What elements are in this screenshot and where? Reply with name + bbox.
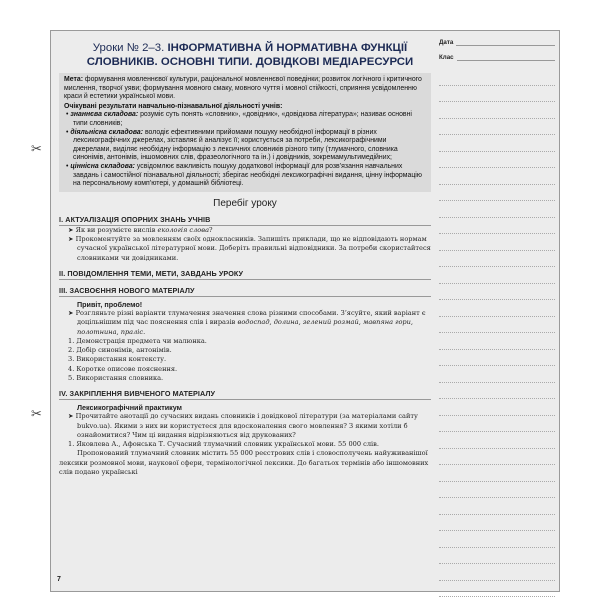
list-item: 4. Коротке описове пояснення. xyxy=(68,364,178,373)
note-line[interactable] xyxy=(439,284,555,301)
list-item: 1. Яковлева А., Афонська Т. Сучасний тлумачний словник української мови. 55 000 слів. xyxy=(68,440,379,449)
note-line[interactable] xyxy=(439,465,555,482)
note-line[interactable] xyxy=(439,102,555,119)
note-line[interactable] xyxy=(439,350,555,367)
task-item: ➤ Як ви розумієте вислів екологія слова? xyxy=(68,225,213,234)
note-line[interactable] xyxy=(439,564,555,581)
scissors-icon: ✂ xyxy=(31,141,42,156)
note-line[interactable] xyxy=(439,168,555,185)
workbook-page xyxy=(31,30,560,592)
note-line[interactable] xyxy=(439,86,555,103)
note-line[interactable] xyxy=(439,548,555,565)
section-heading: I. АКТУАЛІЗАЦІЯ ОПОРНИХ ЗНАНЬ УЧНІВ xyxy=(59,213,431,226)
note-line[interactable] xyxy=(439,119,555,136)
list-item: 3. Використання контексту. xyxy=(68,355,167,364)
scissors-icon: ✂ xyxy=(31,406,42,421)
section-heading: II. ПОВІДОМЛЕННЯ ТЕМИ, МЕТИ, ЗАВДАНЬ УРОКУ xyxy=(59,267,431,280)
results-title: Очікувані результати навчально-пізнавальної діяльності учнів: xyxy=(64,102,283,110)
note-line[interactable] xyxy=(439,300,555,317)
note-line[interactable] xyxy=(439,432,555,449)
lesson-content xyxy=(59,39,431,477)
note-line[interactable] xyxy=(439,399,555,416)
note-line[interactable] xyxy=(439,135,555,152)
result-item: • діяльнісна складова: володіє ефективними прийомами пошуку необхідної інформації в різних лексикографічних джерелах, зіставляє й аналізує її; користується за потреби, лексикографічними джерелами, виділяє необхідну інформацію з лексичних словників різного типу (тлумачного, словника синонімів, антонімів, іншомовних слів, фразеологічного та ін.) і довідників, зокремамультимедійних; xyxy=(66,128,398,162)
task-item: ➤ Прокоментуйте за мовленням своїх однокласників. Запишіть приклади, що не відповідають нормам сучасної української літературної мови. Доберіть правильні відповідники. За потреби скористайтеся словниками чи довідниками. xyxy=(68,235,431,262)
list-item: 5. Використання словника. xyxy=(68,373,164,382)
section-heading: IV. ЗАКРІПЛЕННЯ ВИВЧЕНОГО МАТЕРІАЛУ xyxy=(59,387,431,400)
result-item: • ціннісна складова: усвідомлює важливість пошуку додаткової інформації для розв’язання навчальних завдань і самостійної пізнавальної діяльності; зберігає необхідні лексикографічні видання, цінну інформацію на персональному комп’ютері, у домашній бібліотеці. xyxy=(66,162,422,188)
note-line[interactable] xyxy=(439,234,555,251)
note-line[interactable] xyxy=(439,498,555,515)
subheading: Привіт, проблемо! xyxy=(77,299,143,309)
note-line[interactable] xyxy=(439,515,555,532)
note-line[interactable] xyxy=(439,152,555,169)
note-line[interactable] xyxy=(439,581,555,598)
result-item: • знаннєва складова: розуміє суть понять «словник», «довідник», «довідкова література»; називає основні типи словників; xyxy=(66,111,412,127)
lesson-title: Уроки № 2–3. ІНФОРМАТИВНА Й НОРМАТИВНА ФУНКЦІЇ СЛОВНИКІВ. ОСНОВНІ ТИПИ. ДОВІДКОВІ МЕДІАРЕСУРСИ xyxy=(86,42,414,68)
list-item: 2. Добір синонімів, антонімів. xyxy=(68,346,172,355)
task-item: ➤ Розгляньте різні варіанти тлумачення значення слова різними способами. З’ясуйте, який варіант є доцільнішим під час пояснення слів і виразів водоспад, долина, зелений розмай, мавпяна гори, полотнина, праліс. xyxy=(68,308,426,336)
note-line[interactable] xyxy=(439,267,555,284)
note-line[interactable] xyxy=(439,531,555,548)
goals-box: Мета: формування мовленнєвої культури, раціональної мовленнєвої поведінки; розвиток логічного і критичного мислення, творчої уяви; формування мовного смаку, мовного чуття і мовної стійкості, сприяння усвідомленню краси й естетики української мови. Очікувані результати навчально-пізнавальної діяльності учнів: • знаннєва складова: розуміє суть понять «словник», «довідник», «довідкова література»; називає основні типи словників; • діяльнісна складова: володіє ефективними прийомами пошуку необхідної інформації в різних лексикографічних джерелах, зіставляє й аналізує її; користується за потреби, лексикографічними джерелами, виділяє необхідну інформацію з лексичних словників різного типу (тлумачного, словника синонімів, антонімів, іншомовних слів, фразеологічного та ін.) і довідників, зокремамультимедійних; • ціннісна складова: усвідомлює важливість пошуку додаткової інформації для розв’язання навчальних завдань і самостійної пізнавальної діяльності; зберігає необхідні лексикографічні видання, цінну інформацію на персональному комп’ютері, у домашній бібліотеці. xyxy=(59,73,431,192)
note-line[interactable] xyxy=(439,201,555,218)
note-line[interactable] xyxy=(439,317,555,334)
subheading: Лексикографічний практикум xyxy=(77,403,182,413)
note-line[interactable] xyxy=(439,185,555,202)
note-line[interactable] xyxy=(439,218,555,235)
date-field[interactable]: Дата xyxy=(439,39,555,46)
page-number: 7 xyxy=(57,576,61,583)
note-line[interactable] xyxy=(439,333,555,350)
note-line[interactable] xyxy=(439,251,555,268)
note-line[interactable] xyxy=(439,383,555,400)
note-line[interactable] xyxy=(439,482,555,499)
class-field[interactable]: Клас xyxy=(439,54,555,61)
note-line[interactable] xyxy=(439,69,555,86)
list-item: 1. Демонстрація предмета чи малюнка. xyxy=(68,336,207,345)
note-line[interactable] xyxy=(439,416,555,433)
course-title: Перебіг уроку xyxy=(213,197,277,209)
paragraph: Пропонований тлумачний словник містить 55 000 реєстрових слів і словосполучень найуживанішої лексики розмовної мови, наукової сфери, термінологічної лексики. До багатьох термінів або іншомовних слів подано українські xyxy=(59,449,429,477)
note-lines xyxy=(439,69,555,597)
section-heading: III. ЗАСВОЄННЯ НОВОГО МАТЕРІАЛУ xyxy=(59,284,431,297)
note-line[interactable] xyxy=(439,366,555,383)
task-item: ➤ Прочитайте анотації до сучасних видань словників і довідкової літератури (за матеріалами сайту bukvo.ua). Якими з них ви користуєтеся для вдосконалення свого мовлення? З якими хотіли б ознайомитися? Чим ці видання відрізняються від друкованих? xyxy=(68,412,418,439)
notes-column xyxy=(439,39,555,597)
note-line[interactable] xyxy=(439,449,555,466)
